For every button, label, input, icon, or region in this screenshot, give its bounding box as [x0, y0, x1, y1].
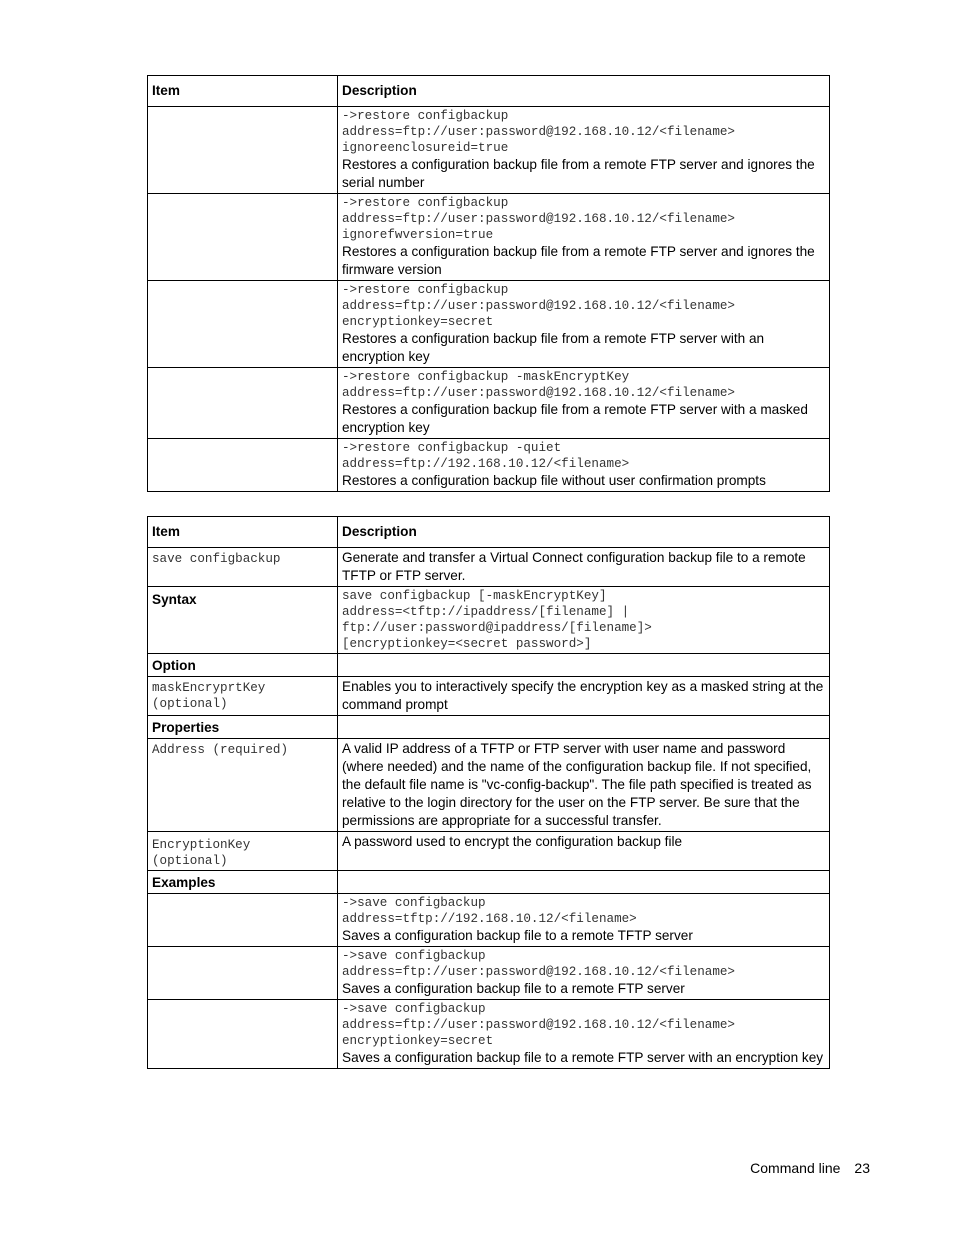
item-cell [148, 654, 338, 677]
description-cell [338, 832, 830, 871]
description-cell [338, 871, 830, 894]
item-cell [148, 281, 338, 368]
item-cell [148, 871, 338, 894]
description-cell [338, 716, 830, 739]
command-name: save configbackup [152, 552, 281, 566]
syntax-label: Syntax [152, 592, 197, 607]
description-cell [338, 281, 830, 368]
example-description: Restores a configuration backup file from a remote FTP server with a masked encryption key [342, 402, 808, 435]
item-cell [148, 739, 338, 832]
table-row-property [148, 739, 830, 832]
example-description: Restores a configuration backup file from a remote FTP server and ignores the serial number [342, 157, 815, 190]
command-description: Generate and transfer a Virtual Connect configuration backup file to a remote TFTP or FTP server. [342, 550, 806, 583]
item-cell [148, 1000, 338, 1069]
description-cell [338, 739, 830, 832]
property-name: EncryptionKey (optional) [152, 838, 251, 868]
example-command: ->save configbackup address=ftp://user:password@192.168.10.12/<filename> encryptionkey=secret [342, 1002, 735, 1048]
option-section-label: Option [152, 658, 196, 673]
example-command: ->restore configbackup address=ftp://user:password@192.168.10.12/<filename> encryptionkey=secret [342, 283, 735, 329]
table-row [148, 947, 830, 1000]
description-cell [338, 439, 830, 492]
table-row-property [148, 832, 830, 871]
example-command: ->restore configbackup -maskEncryptKey address=ftp://user:password@192.168.10.12/<filename> [342, 370, 735, 400]
item-cell [148, 832, 338, 871]
example-description: Saves a configuration backup file to a remote TFTP server [342, 928, 693, 943]
description-cell [338, 947, 830, 1000]
item-cell [148, 548, 338, 587]
description-cell [338, 677, 830, 716]
table-row [148, 281, 830, 368]
item-cell [148, 677, 338, 716]
table-header-row [148, 517, 830, 548]
table-row [148, 894, 830, 947]
description-cell [338, 587, 830, 654]
item-cell [148, 194, 338, 281]
description-column-header: Description [338, 517, 830, 548]
syntax-code: save configbackup [-maskEncryptKey] address=<tftp://ipaddress/[filename] | ftp://user:password@ipaddress/[filename]> [encryptionkey=<secret password>] [342, 589, 652, 651]
example-description: Restores a configuration backup file from a remote FTP server and ignores the firmware version [342, 244, 815, 277]
description-cell [338, 107, 830, 194]
table-row [148, 368, 830, 439]
item-cell [148, 587, 338, 654]
example-description: Saves a configuration backup file to a remote FTP server [342, 981, 685, 996]
description-cell [338, 194, 830, 281]
table-row-command [148, 548, 830, 587]
example-description: Restores a configuration backup file without user confirmation prompts [342, 473, 766, 488]
item-cell [148, 894, 338, 947]
table-row-option [148, 677, 830, 716]
description-cell [338, 894, 830, 947]
option-description: Enables you to interactively specify the encryption key as a masked string at the command prompt [342, 679, 824, 712]
table-row-syntax [148, 587, 830, 654]
page-number: 23 [854, 1160, 870, 1176]
example-command: ->restore configbackup address=ftp://user:password@192.168.10.12/<filename> ignorefwversion=true [342, 196, 735, 242]
property-description: A password used to encrypt the configuration backup file [342, 834, 683, 849]
example-command: ->save configbackup address=ftp://user:password@192.168.10.12/<filename> [342, 949, 735, 979]
item-cell [148, 368, 338, 439]
table-row-section [148, 654, 830, 677]
option-name: maskEncryprtKey (optional) [152, 681, 266, 711]
table-row [148, 194, 830, 281]
example-command: ->restore configbackup address=ftp://user:password@192.168.10.12/<filename> ignoreenclosureid=true [342, 109, 735, 155]
examples-section-label: Examples [152, 875, 216, 890]
property-description: A valid IP address of a TFTP or FTP server with user name and password (where needed) and the name of the configuration backup file. If not specified, the default file name is "vc-config-backup". The file path specified is treated as relative to the login directory for the user on the FTP server. Be sure that the permissions are appropriate for a successful transfer. [342, 741, 812, 828]
example-command: ->restore configbackup -quiet address=ftp://192.168.10.12/<filename> [342, 441, 630, 471]
footer-section-title: Command line [750, 1160, 841, 1176]
item-cell [148, 107, 338, 194]
restore-examples-table [147, 75, 830, 492]
example-command: ->save configbackup address=tftp://192.168.10.12/<filename> [342, 896, 637, 926]
item-cell [148, 947, 338, 1000]
item-column-header: Item [148, 517, 338, 548]
description-column-header: Description [338, 76, 830, 107]
description-cell [338, 654, 830, 677]
description-cell [338, 548, 830, 587]
table-row-section [148, 871, 830, 894]
item-column-header: Item [148, 76, 338, 107]
property-name: Address (required) [152, 743, 289, 757]
item-cell [148, 439, 338, 492]
table-row [148, 1000, 830, 1069]
save-configbackup-table [147, 516, 830, 1069]
page-footer [750, 1159, 870, 1177]
table-header-row [148, 76, 830, 107]
properties-section-label: Properties [152, 720, 220, 735]
description-cell [338, 1000, 830, 1069]
description-cell [338, 368, 830, 439]
table-row [148, 439, 830, 492]
item-cell [148, 716, 338, 739]
table-row-section [148, 716, 830, 739]
example-description: Saves a configuration backup file to a remote FTP server with an encryption key [342, 1050, 824, 1065]
table-row [148, 107, 830, 194]
example-description: Restores a configuration backup file from a remote FTP server with an encryption key [342, 331, 765, 364]
